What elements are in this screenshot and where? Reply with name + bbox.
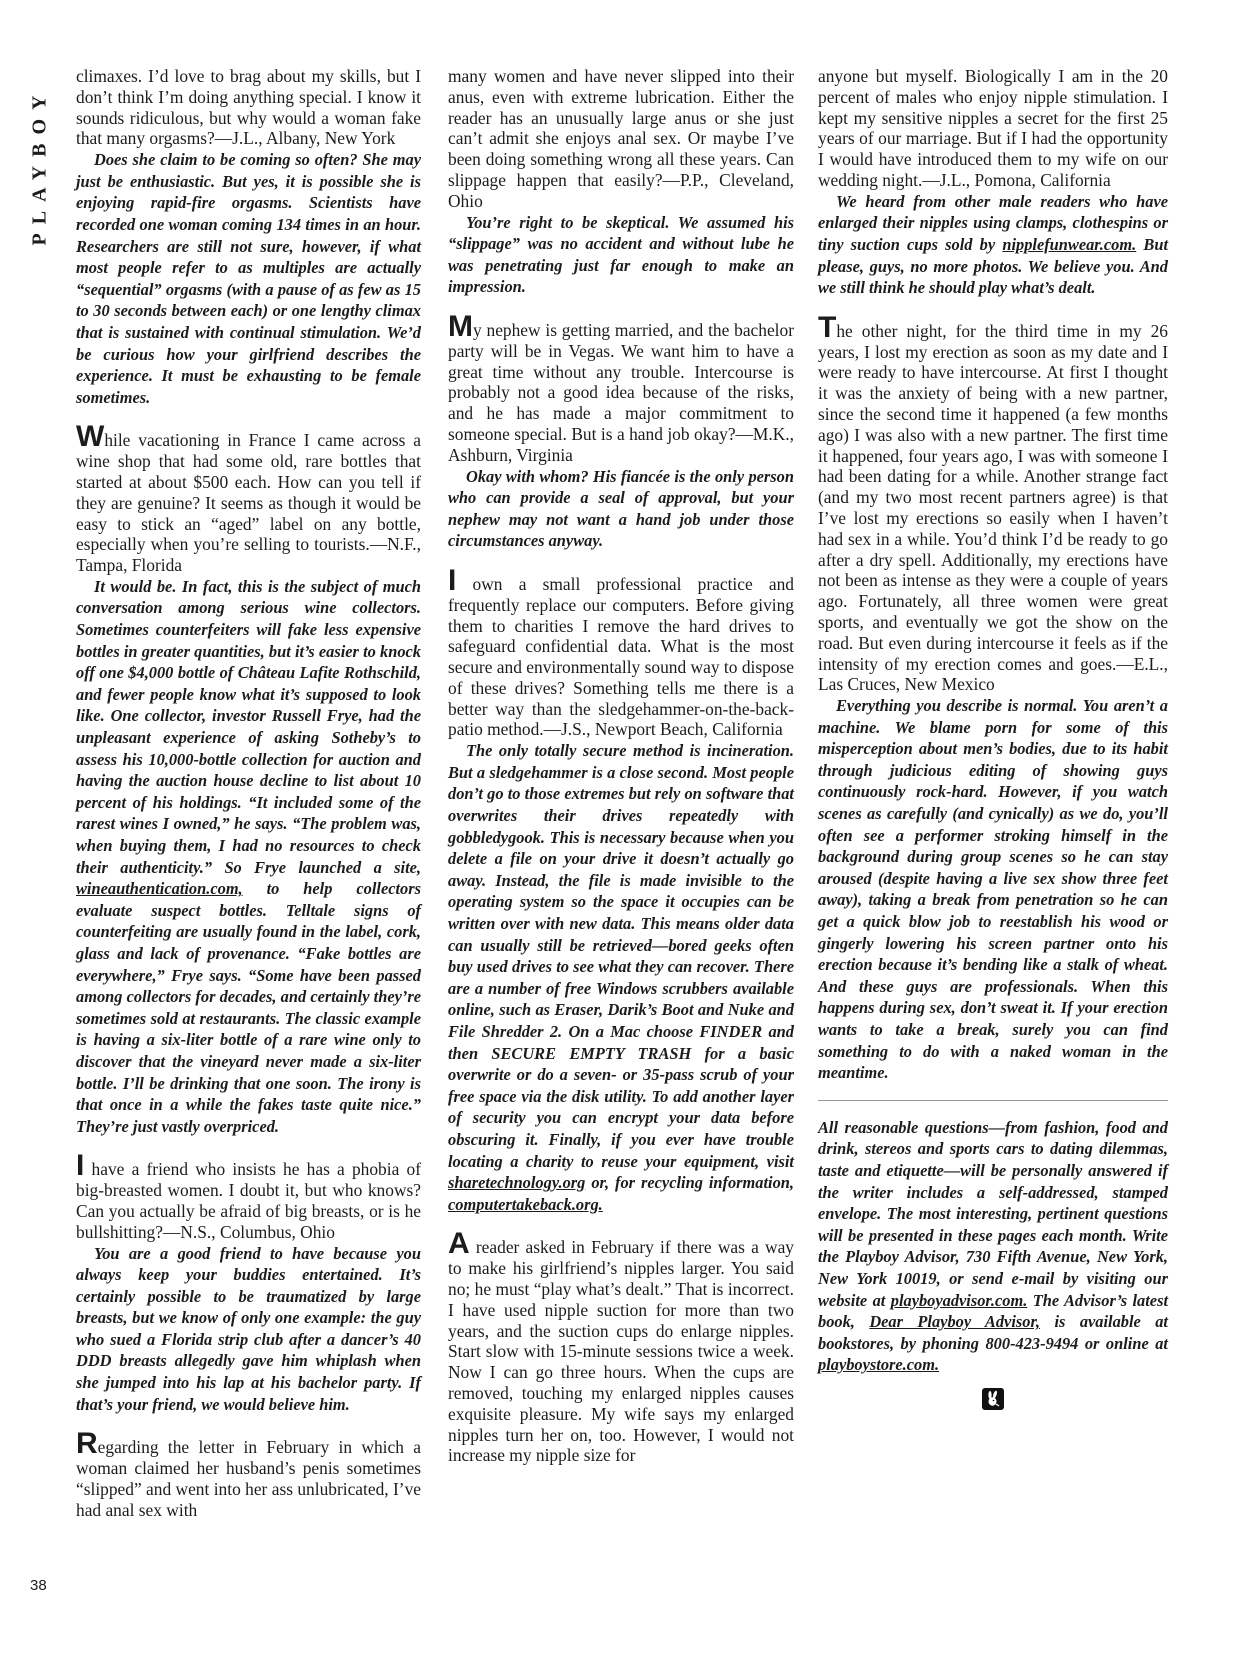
website-link[interactable]: sharetechnology.org	[448, 1173, 586, 1193]
letter-text: egarding the letter in February in which a woman claimed her husband’s penis sometimes “slipped” and went into her ass unlubricated, I’ve had anal sex with	[76, 1437, 421, 1520]
letter-text: hile vacationing in France I came across a wine shop that had some old, rare bottles that started at about $500 each. How can you tell if they are genuine? It seems as though it would be easy to stick an “aged” label on any bottle, especially when you’re selling to tourists.—N.F., Tampa, Florida	[76, 430, 421, 576]
letter-text: y nephew is getting married, and the bachelor party will be in Vegas. We want him to have a great time without any trouble. Intercourse is probably not a good idea because of the risks, and he has made a major commitment to someone special. But is a hand job okay?—M.K., Ashburn, Virginia	[448, 319, 794, 465]
advisor-answer: Everything you describe is normal. You aren’t a machine. We blame porn for some of this misperception about men’s bodies, due to its habit through judicious editing of showing guys continuously rock-hard. However, if you watch scenes as carefully (and cynically) as we do, you’ll often see a performer stroking himself in the background during group scenes so he can stay aroused (despite having a live sex show three feet away), taking a break from penetration so he can get a quick blow job to reestablish his wood or gingerly lowering his screen partner onto his erection because it’s bending like a stalk of wheat. And these guys are professionals. When this happens during sex, don’t sweat it. If your erection wants to take a break, surely you can find something to do with a naked woman in the meantime.	[818, 696, 1168, 1083]
website-link[interactable]: playboyadvisor.com.	[890, 1290, 1028, 1310]
column-1	[76, 66, 421, 1520]
drop-cap: I	[76, 1149, 85, 1183]
advisor-answer: The only totally secure method is incineration. But a sledgehammer is a close second. Most people don’t go to those extremes but rely on software that overwrites their drives repeatedly with gobbledygook. This is necessary because when you delete a file on your drive it doesn’t actually go away. Instead, the file is made invisible to the operating system so the space it occupies can be written over with new data. This means older data can usually still be retrieved—bored geeks often buy used drives to see what they can recover. There are a number of free Windows scrubbers available online, such as Eraser, Darik’s Boot and Nuke and File Shredder 2. On a Mac choose FINDER and then SECURE EMPTY TRASH for a basic overwrite or do a seven- or 35-pass scrub of your free space via the disk utility. To add another layer of security you can encrypt your data before obscuring it. Finally, if you ever have trouble locating a charity to reuse your equipment, visit sharetechnology.org or, for recycling information, computertakeback.org.	[448, 741, 794, 1214]
book-title: Dear Playboy Advisor,	[869, 1312, 1041, 1332]
letter-continued: anyone but myself. Biologically I am in the 20 percent of males who enjoy nipple stimulation. I kept my sensitive nipples a secret for the first 25 years of our marriage. But if I had the opportunity I would have introduced them to my wife on our wedding night.—J.L., Pomona, California	[818, 66, 1168, 190]
advisor-answer: Okay with whom? His fiancée is the only person who can provide a seal of approval, but your nephew may not want a hand job under those circumstances anyway.	[448, 466, 794, 551]
drop-cap: I	[448, 563, 457, 597]
website-link[interactable]: playboystore.com.	[818, 1355, 940, 1375]
page-number: 38	[30, 1577, 47, 1594]
reader-letter	[448, 1227, 794, 1466]
letter-text: have a friend who insists he has a phobia of big-breasted women. I doubt it, but who knows? Can you actually be afraid of big breasts, or is he bullshitting?—N.S., Columbus, Ohio	[76, 1159, 421, 1242]
website-link[interactable]: computertakeback.org.	[448, 1194, 603, 1214]
reader-letter	[76, 1427, 421, 1520]
divider	[818, 1100, 1168, 1101]
column-3	[818, 66, 1168, 1410]
drop-cap: M	[448, 309, 473, 343]
drop-cap: R	[76, 1427, 98, 1461]
submission-note: All reasonable questions—from fashion, food and drink, stereos and sports cars to dating dilemmas, taste and etiquette—will be personally answered if the writer includes a self-addressed, stamped envelope. The most interesting, pertinent questions will be presented in these pages each month. Write the Playboy Advisor, 730 Fifth Avenue, New York, New York 10019, or send e-mail by visiting our website at playboyadvisor.com. The Advisor’s latest book, Dear Playboy Advisor, is available at bookstores, by phoning 800-423-9494 or online at playboystore.com.	[818, 1117, 1169, 1375]
advisor-answer: Does she claim to be coming so often? She may just be enthusiastic. But yes, it is possible she is enjoying rapid-fire orgasms. Scientists have recorded one woman coming 134 times in an hour. Researchers are still not sure, however, if what most people refer to as multiples are actually “sequential” orgasms (with a pause of as few as 15 to 30 seconds between each) or one lengthy climax that is sustained with continual stimulation. We’d be curious how your girlfriend describes the experience. It must be exhausting to be female sometimes.	[76, 150, 421, 407]
website-link[interactable]: nipplefunwear.com.	[1002, 234, 1137, 254]
reader-letter	[448, 563, 794, 740]
advisor-answer: You’re right to be skeptical. We assumed his “slippage” was no accident and without lube he was penetrating just far enough to make an impression.	[448, 212, 794, 297]
advisor-answer: You are a good friend to have because you always keep your buddies entertained. It’s certainly possible to be traumatized by large breasts, but we know of only one example: the guy who sued a Florida strip club after a dancer’s 40 DDD breasts allegedly gave him whiplash when she jumped into his lap at his bachelor party. If that’s your friend, we would believe him.	[76, 1243, 421, 1414]
website-link[interactable]: wineauthentication.com,	[76, 879, 243, 899]
drop-cap: A	[448, 1227, 470, 1261]
letter-text: own a small professional practice and frequently replace our computers. Before giving them to charities I remove the hard drives to safeguard confidential data. What is the most secure and environmentally sound way to dispose of these drives? Something tells me there is a better way than the sledgehammer-on-the-back-patio method.—J.S., Newport Beach, California	[448, 573, 794, 740]
drop-cap: T	[818, 310, 837, 344]
reader-letter	[76, 420, 421, 576]
masthead-text: PLAYBOY	[28, 86, 51, 245]
drop-cap: W	[76, 420, 105, 454]
advisor-answer: It would be. In fact, this is the subject of much conversation among serious wine collectors. Sometimes counterfeiters will fake less expensive bottles in greater quantities, but it’s easier to knock off one $4,000 bottle of Château Lafite Rothschild, and fewer people know what it’s supposed to look like. One collector, investor Russell Frye, had the unpleasant experience of asking Sotheby’s to assess his 10,000-bottle collection for auction and having the auction house decline to list about 10 percent of his holdings. “It included some of the rarest wines I owned,” he says. “The problem was, when buying them, I had no resources to check their authenticity.” So Frye launched a site, wineauthentication.com, to help collectors evaluate suspect bottles. Telltale signs of counterfeiting are usually found in the label, cork, glass and lack of provenance. “Fake bottles are everywhere,” Frye says. “Some have been passed among collectors for decades, and certainly they’re sometimes sold at restaurants. The classic example is having a six-liter bottle of a rare wine only to discover that the vineyard never made a six-liter bottle. I’ll be drinking that one soon. The irony is that once in a while the fakes taste quite nice.” They’re just vastly overpriced.	[76, 576, 421, 1136]
letter-text: reader asked in February if there was a way to make his girlfriend’s nipples larger. You said no; he must “play what’s dealt.” That is incorrect. I have used nipple suction for more than two years, and the suction cups do enlarge nipples. Start slow with 15-minute sessions twice a week. Now I can go three hours. When the cups are removed, touching my enlarged nipples causes exquisite pleasure. My wife says my enlarged nipples turn her on, too. However, I would not increase my nipple size for	[448, 1237, 794, 1466]
masthead	[28, 58, 52, 273]
reader-letter	[818, 310, 1168, 695]
advisor-answer: We heard from other male readers who have enlarged their nipples using clamps, clothespins or tiny suction cups sold by nipplefunwear.com. But please, guys, no more photos. We believe you. And we still think he should play what’s dealt.	[818, 191, 1168, 298]
column-2	[448, 66, 794, 1466]
letter-text: he other night, for the third time in my 26 years, I lost my erection as soon as my date and I were ready to have intercourse. At first I thought it was the anxiety of being with a new partner, since the second time it happened (a few months ago) I was also with a new partner. The first time it happened, four years ago, I was with someone I had been dating for a while. Another strange fact (and my two most recent partners agree) is that I’ve lost my erections so easily when I haven’t had sex in a while. You’d think I’d be ready to go after a dry spell. Additionally, my erections have not been as intense as they were a couple of years ago. Fortunately, all three women were great sports, and eventually we got the show on the road. But even during intercourse it feels as if the intensity of my erection comes and goes.—E.L., Las Cruces, New Mexico	[818, 320, 1168, 695]
reader-letter	[76, 1149, 421, 1242]
letter-continued: many women and have never slipped into their anus, even with extreme lubrication. Either the reader has an unusually large anus or she just can’t admit she enjoys anal sex. Or maybe I’ve been doing something wrong all these years. Can slippage happen that easily?—P.P., Cleveland, Ohio	[448, 66, 794, 211]
reader-letter	[448, 309, 794, 466]
rabbit-head-icon	[982, 1388, 1004, 1410]
letter-continued: climaxes. I’d love to brag about my skills, but I don’t think I’m doing anything special. I know it sounds ridiculous, but why would a woman fake that many orgasms?—J.L., Albany, New York	[76, 66, 421, 149]
